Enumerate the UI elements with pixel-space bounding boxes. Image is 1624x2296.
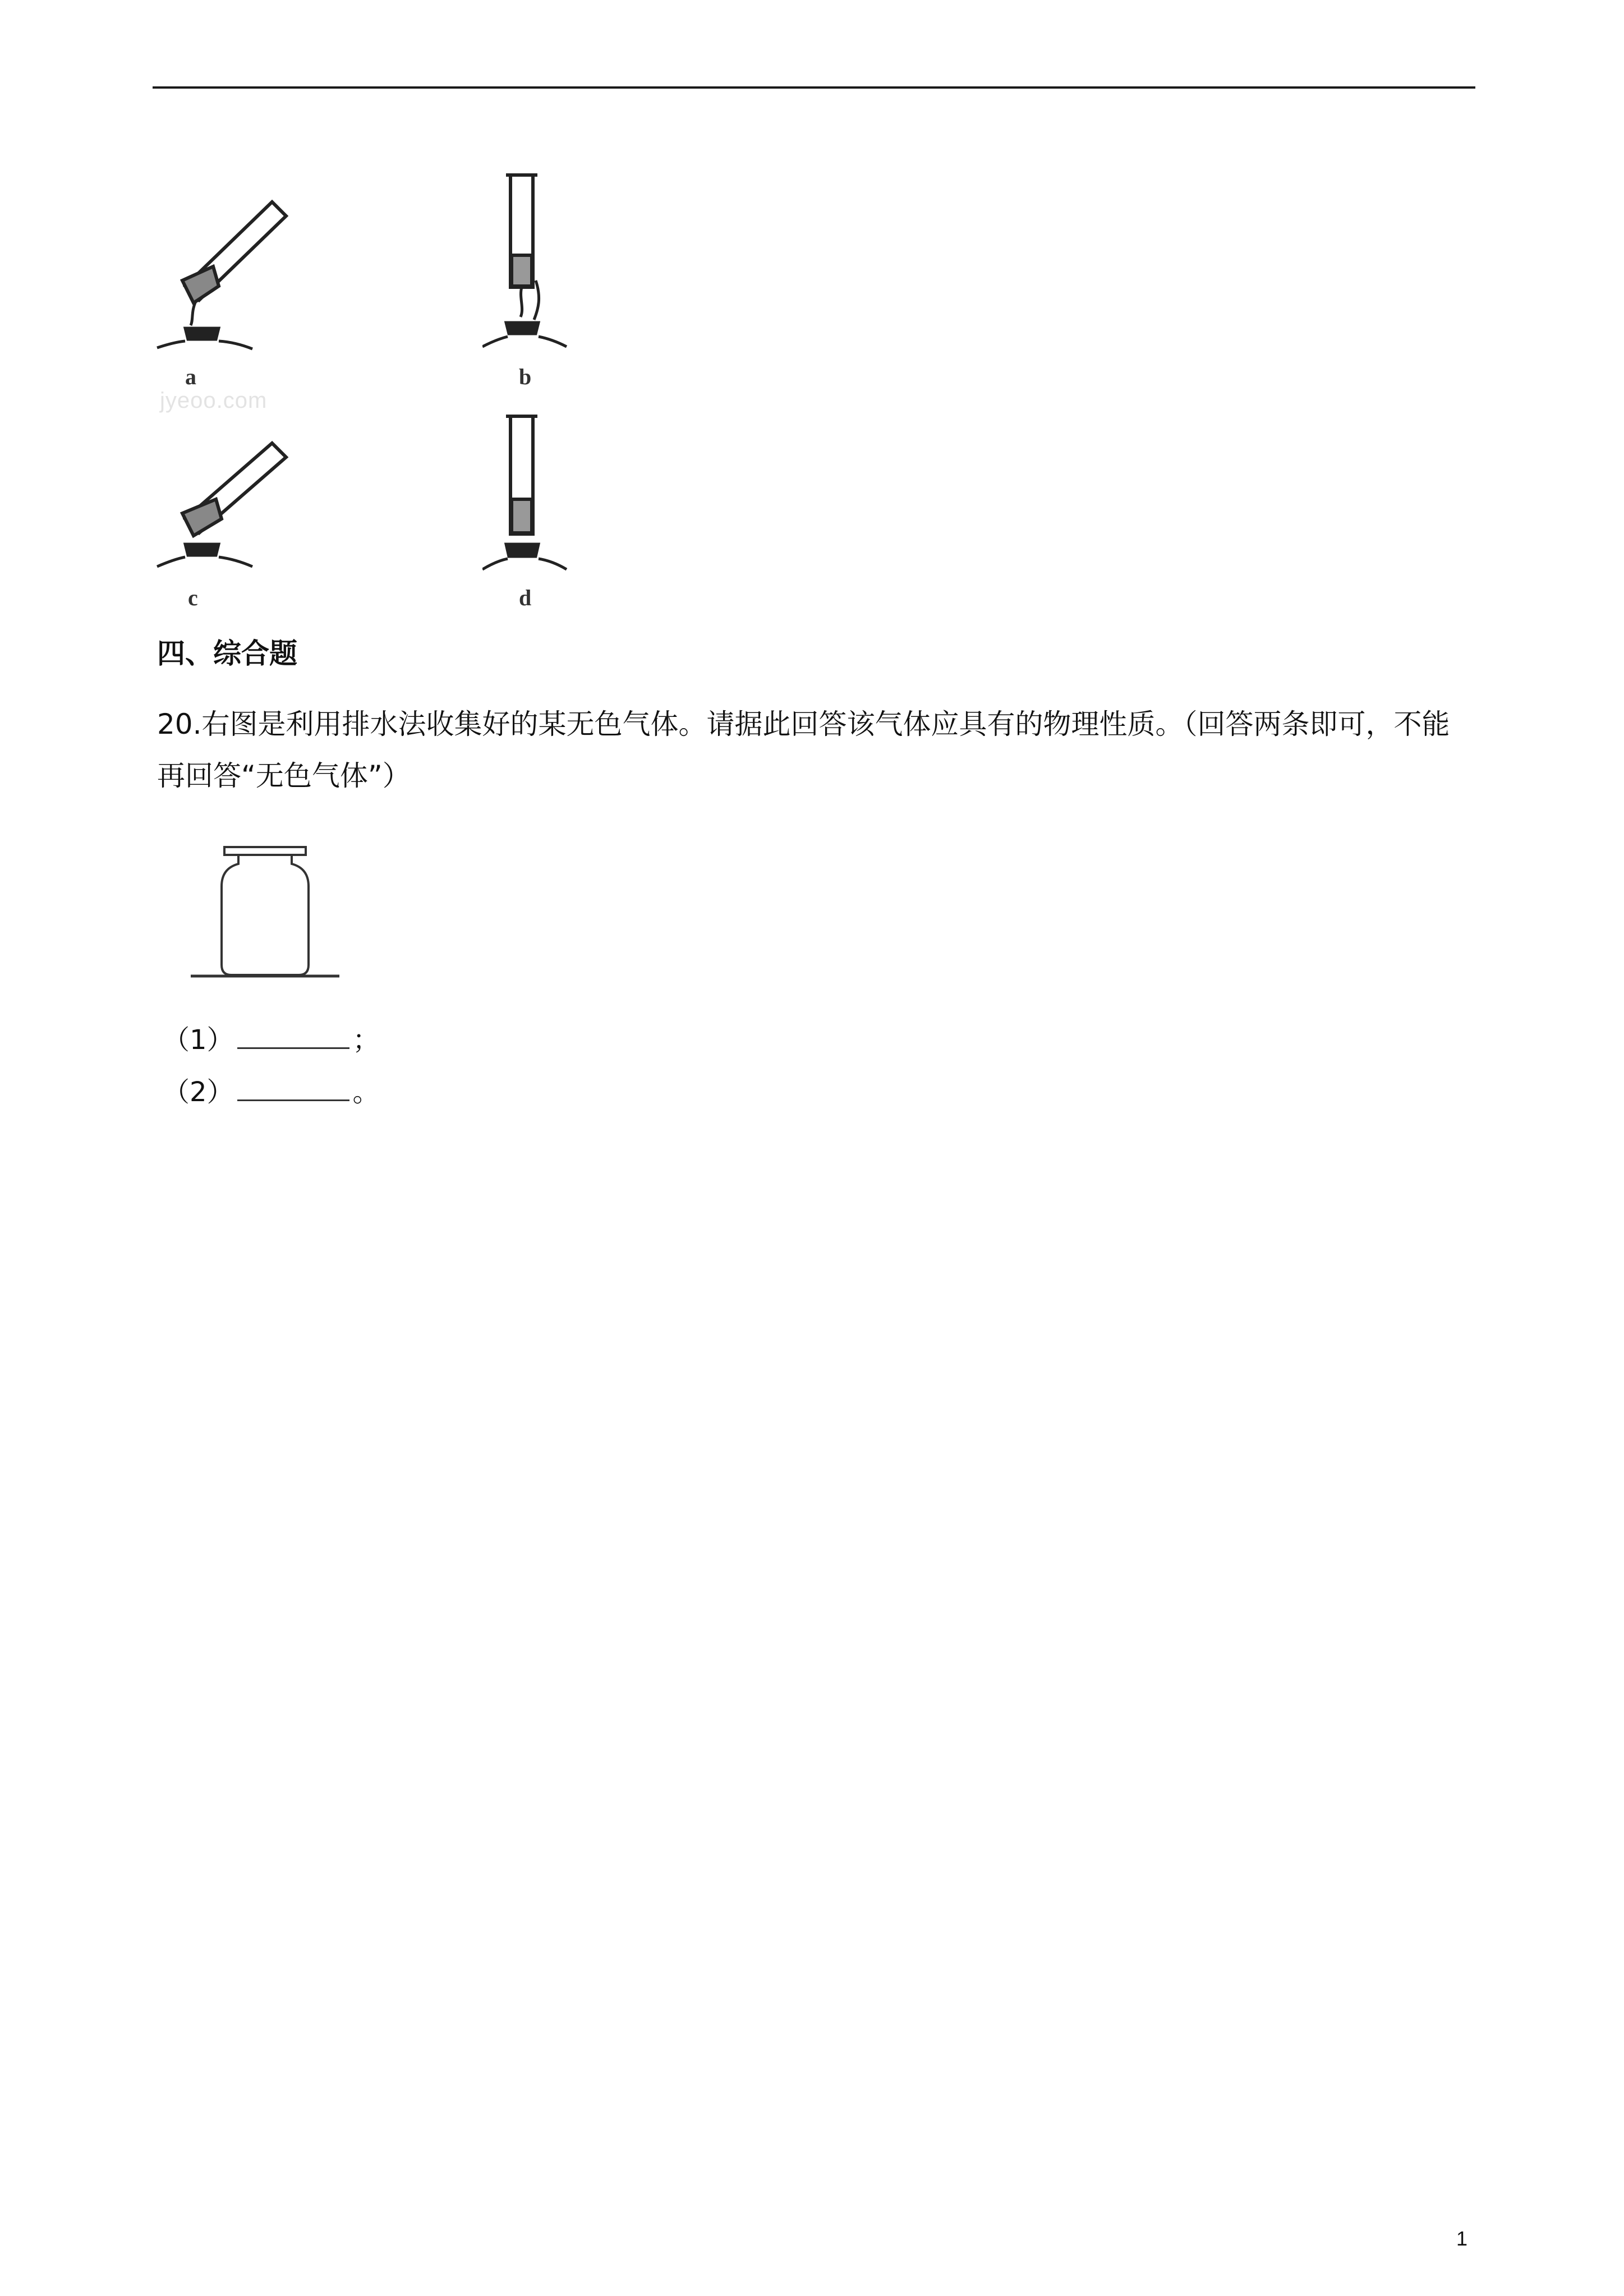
apparatus-d-label: d [519,585,532,610]
watermark: jyeoo.com [160,388,268,413]
answer-2-prefix: （2） [163,1076,234,1108]
apparatus-a-figure [151,191,297,359]
question-text: 20.右图是利用排水法收集好的某无色气体。请据此回答该气体应具有的物理性质。（回答两条即可，不能再回答“无色气体”） [157,708,1450,792]
answer-line-2 [163,1070,380,1109]
gas-bottle-figure [191,841,348,987]
apparatus-c-label: c [188,585,198,610]
page-number: 1 [1456,2227,1468,2250]
apparatus-b-figure [482,168,572,359]
answer-2-blank[interactable] [237,1077,349,1101]
answer-1-prefix: （1） [163,1024,234,1056]
answer-1-blank[interactable] [237,1025,349,1049]
apparatus-b-label: b [519,364,532,389]
answer-2-suffix: 。 [352,1076,380,1108]
apparatus-a-label: a [185,364,196,389]
apparatus-d-figure [482,409,572,578]
apparatus-c-figure [151,435,297,581]
header-rule [153,86,1475,89]
answer-1-suffix: ； [352,1024,380,1056]
section-heading: 四、综合题 [157,637,297,670]
answer-line-1 [163,1018,380,1057]
